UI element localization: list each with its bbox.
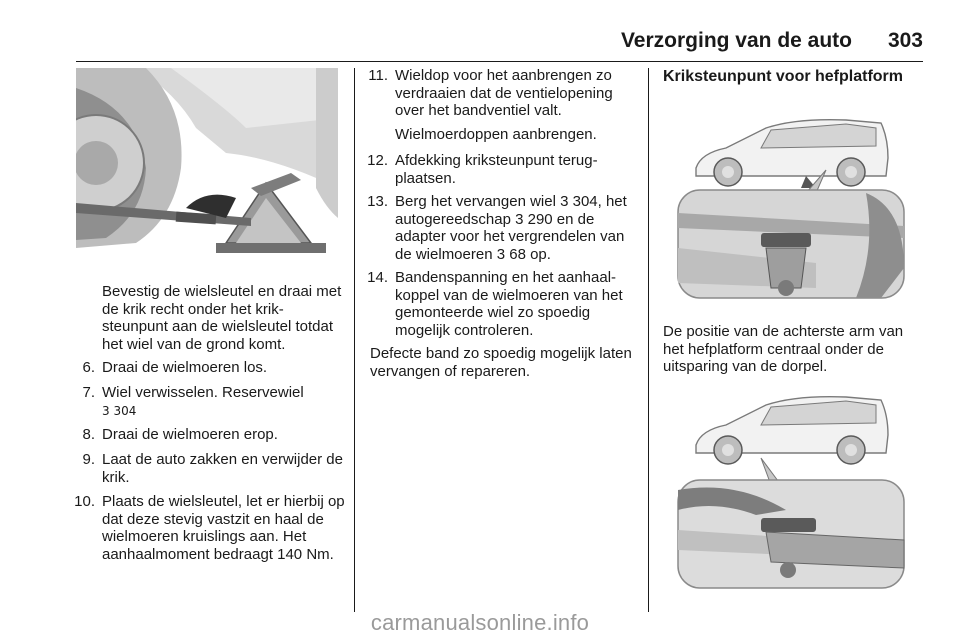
page-number: 303 — [887, 29, 923, 52]
chapter-title: Verzorging van de auto — [620, 29, 852, 52]
lift-point-illustration-bottom — [676, 390, 906, 590]
page-reference-link[interactable]: 3 304 — [102, 403, 137, 418]
list-item-text: Wielmoerdoppen aanbrengen. — [395, 126, 597, 143]
list-item — [366, 152, 636, 187]
list-item-text: Plaats de wielsleutel, let er hierbij op dat deze stevig vastzit en haal de wielmoeren kruislings aan. Het aanhaalmoment bedraagt 140 Nm. — [102, 493, 345, 563]
list-item-number: 13. — [367, 193, 388, 210]
list-item — [366, 67, 636, 120]
list-item-text: Afdekking kriksteunpunt terug-plaatsen. — [395, 152, 598, 187]
list-item-number: 14. — [367, 269, 388, 286]
list-item — [76, 426, 346, 444]
list-item-number: 9. — [82, 451, 95, 468]
lift-point-description: De positie van de achterste arm van het hefplatform centraal onder de uitsparing van de dorpel. — [663, 323, 904, 375]
list-item — [76, 384, 346, 420]
list-item-number: 10. — [74, 493, 95, 510]
list-item-number: 11. — [368, 67, 388, 84]
list-item-text: Draai de wielmoeren los. — [102, 359, 268, 376]
jack-illustration — [76, 68, 338, 278]
list-item-number: 12. — [367, 152, 388, 169]
list-item-number: 6. — [82, 359, 95, 376]
list-item-text: Draai de wielmoeren erop. — [102, 426, 278, 443]
list-item-number: 8. — [82, 426, 95, 443]
watermark: carmanualsonline.info — [370, 610, 590, 635]
jack-caption: Bevestig de wielsleutel en draai met de krik recht onder het krik-steunpunt aan de wielsleutel totdat het wiel van de grond komt. — [102, 283, 342, 353]
section-heading: Kriksteunpunt voor hefplatform — [663, 68, 904, 85]
header-rule — [76, 61, 923, 62]
list-item-number — [366, 126, 395, 144]
list-item-line: Wiel verwisselen. Reservewiel — [102, 384, 304, 401]
column-divider-right — [648, 68, 649, 612]
list-item-text: Berg het vervangen wiel 3 304, het autogereedschap 3 290 en de adapter voor het vergrendelen van de wielmoeren 3 68 op. — [395, 193, 627, 263]
list-item-text: Bandenspanning en het aanhaal-koppel van de wielmoeren van het gemonteerde wiel zo spoedig mogelijk controleren. — [395, 269, 623, 339]
list-item-text — [102, 384, 346, 420]
list-item — [366, 269, 636, 339]
note-text: Defecte band zo spoedig mogelijk laten vervangen of repareren. — [370, 345, 632, 380]
list-item-number: 7. — [82, 384, 95, 401]
list-item — [76, 451, 346, 486]
list-item — [76, 359, 346, 377]
list-item — [64, 493, 346, 563]
list-item — [366, 126, 636, 144]
list-item-text: Laat de auto zakken en verwijder de krik. — [102, 451, 343, 486]
column-divider-left — [354, 68, 355, 612]
list-item — [366, 193, 636, 263]
list-item-text: Wieldop voor het aanbrengen zo verdraaien dat de ventielopening over het bandventiel valt. — [395, 67, 613, 119]
lift-point-illustration-top — [676, 98, 906, 302]
